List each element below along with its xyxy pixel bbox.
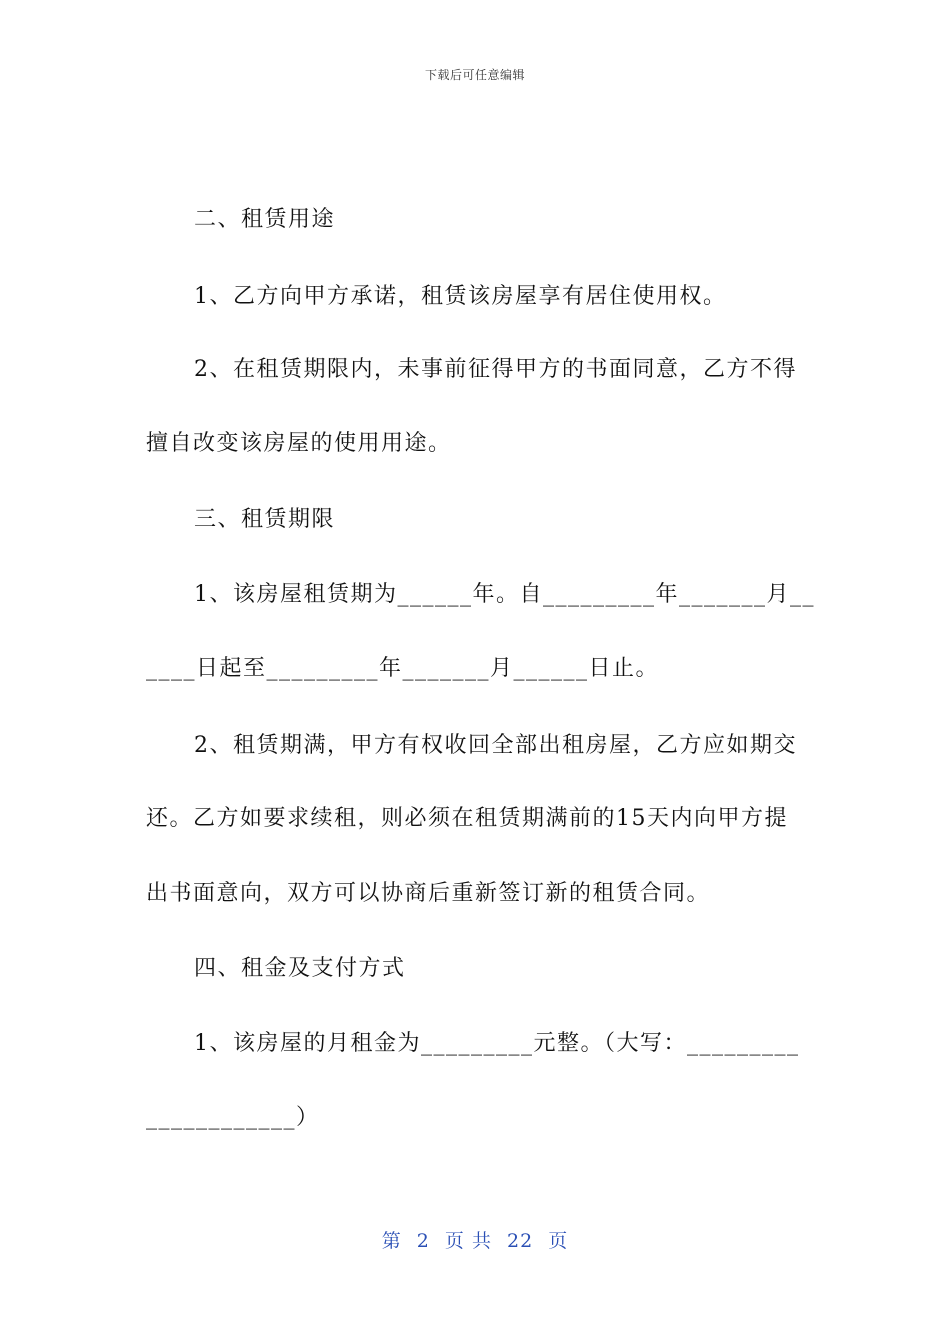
footer-current-page: 2 bbox=[416, 1230, 430, 1252]
footer-middle: 页 共 bbox=[444, 1230, 492, 1252]
footer-suffix: 页 bbox=[548, 1230, 569, 1252]
paragraph-line: 出书面意向，双方可以协商后重新签订新的租赁合同。 bbox=[146, 881, 711, 906]
paragraph-line: ____________） bbox=[146, 1105, 320, 1130]
paragraph-line: 1、乙方向甲方承诺，租赁该房屋享有居住使用权。 bbox=[194, 284, 727, 309]
section-heading-term: 三、租赁期限 bbox=[194, 507, 336, 532]
paragraph-line: 擅自改变该房屋的使用用途。 bbox=[146, 431, 452, 456]
page-footer bbox=[0, 1226, 950, 1253]
section-heading-rent: 四、租金及支付方式 bbox=[194, 956, 406, 981]
footer-prefix: 第 bbox=[381, 1230, 402, 1252]
paragraph-line: 1、该房屋的月租金为_________元整。（大写：_________ bbox=[194, 1031, 800, 1056]
paragraph-line: 1、该房屋租赁期为______年。自_________年_______月__ bbox=[194, 582, 815, 607]
paragraph-line: ____日起至_________年_______月______日止。 bbox=[146, 656, 660, 681]
section-heading-usage: 二、租赁用途 bbox=[194, 207, 336, 232]
paragraph-line: 2、租赁期满，甲方有权收回全部出租房屋，乙方应如期交 bbox=[194, 733, 797, 758]
page-header: 下载后可任意编辑 bbox=[424, 68, 525, 82]
footer-total-pages: 22 bbox=[507, 1230, 534, 1252]
paragraph-line: 2、在租赁期限内，未事前征得甲方的书面同意，乙方不得 bbox=[194, 357, 797, 382]
paragraph-line: 还。乙方如要求续租，则必须在租赁期满前的15天内向甲方提 bbox=[146, 806, 788, 831]
